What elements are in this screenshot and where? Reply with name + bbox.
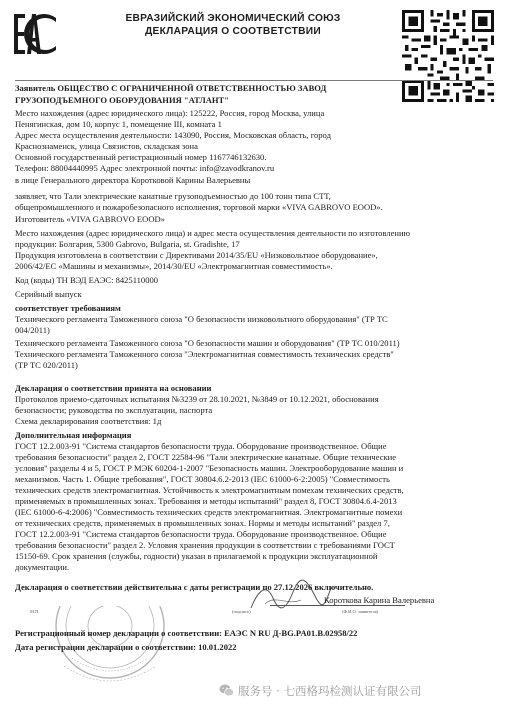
- applicant-line: Адрес места осуществления деятельности: 143090, Россия, Московская область, город: [15, 130, 331, 140]
- requirements-line: Технического регламента Таможенного союза "О безопасности машин и оборудования" (ТР ТС 010/2011): [15, 338, 400, 348]
- signature-mark: [245, 574, 335, 618]
- declares-line: продукции: Болгария, 5300 Gabrovo, Bulgaria, st. Gradishte, 17: [15, 239, 240, 249]
- declares-line: заявляет, что Тали электрические канатные грузоподъемностью до 100 тонн типа СТТ,: [15, 191, 331, 201]
- applicant-line: ГРУЗОПОДЪЕМНОГО ОБОРУДОВАНИЯ "АТЛАНТ": [15, 95, 229, 105]
- applicant-line: Телефон: 88004440995 Адрес электронной почты: info@zavodkranov.ru: [15, 163, 275, 173]
- requirements-line: (ТР ТС 020/2011): [15, 360, 78, 370]
- eac-logo-icon: [13, 12, 57, 56]
- signer-caption: (Ф.И.О. заявителя): [342, 609, 379, 614]
- basis-line: Схема декларирования соответствия: 1д: [15, 416, 162, 426]
- applicant-line: Заявитель ОБЩЕСТВО С ОГРАНИЧЕННОЙ ОТВЕТСТВЕННОСТЬЮ ЗАВОД: [15, 83, 327, 93]
- signature-underline: [270, 605, 405, 606]
- additional-line: ГОСТ 12.2.003-91 "Система стандартов безопасности труда. Оборудование производственное. Общие: [15, 441, 387, 451]
- basis-heading: Декларация о соответствии принята на основании: [15, 383, 212, 393]
- declares-line: общепромышленного и пожаробезопасного исполнения, торговой марки «VIVA GABROVO EOOD».: [15, 202, 383, 212]
- applicant-line: Пенягинская, дом 10, корпус 1, помещение III, комната 1: [15, 119, 222, 129]
- watermark-text: 服务号 · 七西格玛检测认证有限公司: [238, 684, 422, 698]
- additional-line: 15150-69. Срок хранения (службы, годности) указан в прилагаемой к продукции эксплуатационной: [15, 551, 378, 561]
- wechat-logo-icon: [219, 684, 234, 697]
- declares-line: Код (коды) ТН ВЭД ЕАЭС: 8425110000: [15, 275, 159, 285]
- additional-line: условия" разделы 4 и 5, ГОСТ Р МЭК 60204-1-2007 "Безопасность машин. Электрооборудование машин и: [15, 463, 404, 473]
- signature-caption: (подпись): [232, 609, 251, 614]
- additional-line: требования безопасности" раздел 2. Условия хранения продукции в соответствии с требованиями ГОСТ: [15, 540, 395, 550]
- requirements-line: Технического регламента Таможенного союза "Электромагнитная совместимость технических средств": [15, 349, 394, 359]
- requirements-line: 004/2011): [15, 325, 50, 335]
- registration-number: Регистрационный номер декларации о соответствии: ЕАЭС N RU Д-BG.PA01.B.02958/22: [15, 628, 358, 638]
- applicant-line: Место нахождения (адрес юридического лица): 125222, Россия, город Москва, улица: [15, 108, 325, 118]
- basis-line: безопасности; руководства по эксплуатации, паспорта: [15, 405, 213, 415]
- registration-date: Дата регистрации декларации о соответствии: 10.01.2022: [15, 642, 237, 652]
- basis-line: Протоколов приемо-сдаточных испытания №3239 от 28.10.2021, №3849 от 10.12.2021, обоснования: [15, 394, 379, 404]
- signer-name: Короткова Карина Валерьевна: [324, 595, 435, 605]
- validity-line: Декларация о соответствии действительна с даты регистрации по 27.12.2026 включительно.: [15, 582, 374, 592]
- declaration-title: ДЕКЛАРАЦИЯ О СООТВЕТСТВИИ: [144, 26, 322, 37]
- applicant-line: Основной государственный регистрационный номер 1167746132630.: [15, 152, 267, 162]
- declares-line: Изготовитель «VIVA GABROVO EOOD»: [15, 214, 165, 224]
- qr-code-icon: [402, 10, 494, 102]
- declares-line: Серийный выпуск: [15, 289, 82, 299]
- additional-line: ГОСТ 12.2.003-91 "Система стандартов безопасности труда. Оборудование производственное. Общие: [15, 529, 387, 539]
- additional-line: (IEC 61000-6-4:2006) "Совместимость технических средств электромагнитная. Электромагнитные помехи: [15, 507, 403, 517]
- declares-line: Продукция изготовлена в соответствии с Директивами 2014/35/EU «Низковольтное оборудование»,: [15, 250, 378, 260]
- requirements-heading: соответствует требованиям: [15, 303, 121, 313]
- additional-line: применяемых в промышленных зонах. Требования и методы испытаний" раздел 8, ГОСТ 30804.6.4-2013: [15, 496, 397, 506]
- additional-line: от технических средств, применяемых в промышленных зонах. Нормы и методы испытаний" раздел 7,: [15, 518, 390, 528]
- union-title: ЕВРАЗИЙСКИЙ ЭКОНОМИЧЕСКИЙ СОЮЗ: [125, 13, 341, 24]
- applicant-line: в лице Генерального директора Коротковой Карины Валерьевны: [15, 175, 251, 185]
- additional-line: требования безопасности" раздел 2, ГОСТ 22584-96 "Тали электрические канатные. Общие технические: [15, 452, 397, 462]
- stamp-caption: М.П.: [30, 609, 40, 614]
- additional-line: технических средств электромагнитная. Устойчивость к электромагнитным помехам технических средств,: [15, 485, 404, 495]
- additional-heading: Дополнительная информация: [15, 430, 132, 440]
- declares-line: Место нахождения (адрес юридического лица) и адрес места осуществления деятельности по изготовлению: [15, 228, 410, 238]
- additional-line: механизмов. Часть 1. Общие требования", ГОСТ 30804.6.2-2013 (IEC 61000-6-2:2005) "Совместимость: [15, 474, 390, 484]
- additional-line: документации.: [15, 562, 70, 572]
- top-divider: [15, 80, 493, 81]
- company-stamp-icon: [50, 606, 180, 718]
- applicant-line: Краснознаменск, улица Связистов, складская зона: [15, 141, 198, 151]
- requirements-line: Технического регламента Таможенного союза "О безопасности низковольтного оборудования" (ТР ТС: [15, 314, 388, 324]
- declares-line: 2006/42/ЕС «Машины и механизмы», 2014/30/EU «Электромагнитная совместимость».: [15, 261, 333, 271]
